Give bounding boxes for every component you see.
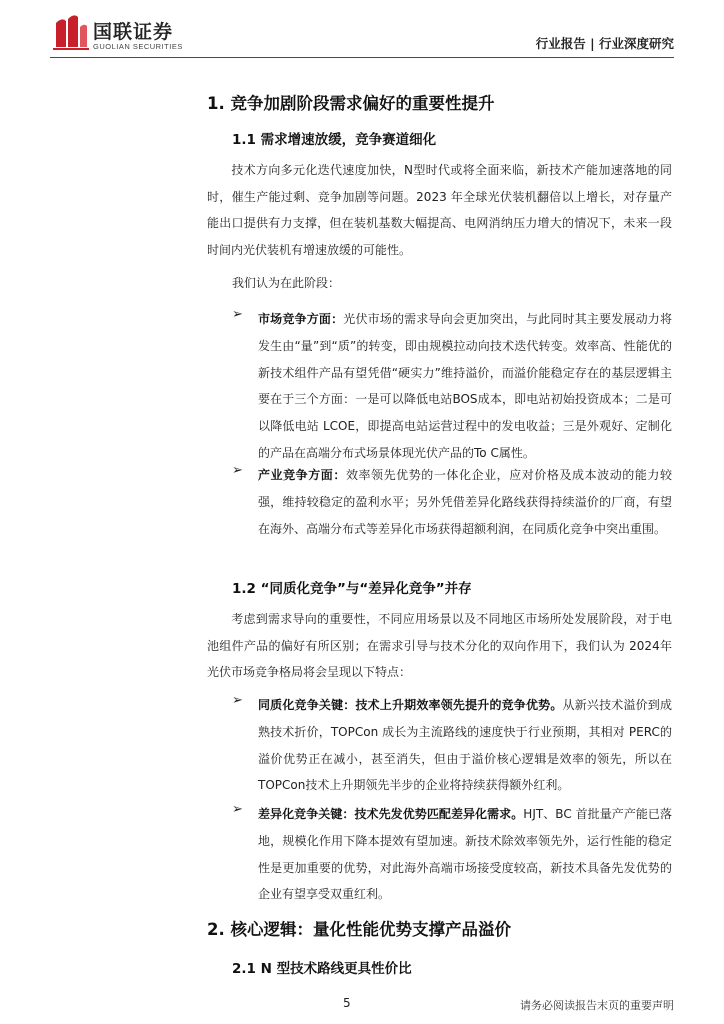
- footer-disclaimer: 请务必阅读报告末页的重要声明: [520, 999, 674, 1012]
- section-1-heading: 1. 竞争加剧阶段需求偏好的重要性提升: [207, 94, 495, 113]
- bullet-text: [258, 801, 672, 908]
- bullet-body: HJT、BC 首批量产产能已落地，规模化作用下降本提效有望加速。新技术除效率领先外，运行性能的稳定性是更加重要的优势，对此海外高端市场接受度较高，新技术具备先发优势的企业有望享受双重红利。: [258, 807, 672, 902]
- logo-mark-icon: [50, 13, 90, 53]
- section-2-heading: 2. 核心逻辑：量化性能优势支撑产品溢价: [207, 920, 511, 939]
- subsection-1-2-heading: 1.2 “同质化竞争”与“差异化竞争”并存: [232, 581, 472, 597]
- bullet-body: 从新兴技术溢价到成熟技术折价，TOPCon 成长为主流路线的速度快于行业预期，其相对 PERC的溢价优势正在减小，甚至消失，但由于溢价核心逻辑是效率的领先，所以在TOPCon技术上升期领先半步的企业将持续获得额外红利。: [258, 698, 672, 793]
- logo-english-name: GUOLIAN SECURITIES: [93, 42, 183, 51]
- paragraph-text: 技术方向多元化迭代速度加快，N型时代或将全面来临，新技术产能加速落地的同时，催生产能过剩、竞争加剧等问题。2023 年全球光伏装机翻倍以上增长，对存量产能出口提供有力支撑，但在装机基数大幅提高、电网消纳压力增大的情况下，未来一段时间内光伏装机有增速放缓的可能性。: [207, 163, 672, 257]
- subsection-2-1-heading: 2.1 N 型技术路线更具性价比: [232, 961, 412, 977]
- bullet-arrow-icon: ➢: [232, 802, 243, 817]
- bullet-text: [258, 692, 672, 799]
- bullet-arrow-icon: ➢: [232, 463, 243, 478]
- bullet-body: 效率领先优势的一体化企业，应对价格及成本波动的能力较强，维持较稳定的盈利水平；另外凭借差异化路线获得持续溢价的厂商，有望在海外、高端分布式等差异化市场获得超额利润，在同质化竞争中突出重围。: [258, 468, 672, 536]
- bullet-text: [258, 306, 672, 467]
- subsection-1-1-intro: 我们认为在此阶段：: [232, 276, 341, 290]
- subsection-1-1-heading: 1.1 需求增速放缓，竞争赛道细化: [232, 132, 437, 148]
- subsection-1-1-paragraph: [207, 157, 672, 263]
- bullet-body: 光伏市场的需求导向会更加突出，与此同时其主要发展动力将发生由“量”到“质”的转变，即由规模拉动向技术迭代转变。效率高、性能优的新技术组件产品有望凭借“硬实力”维持溢价，而溢价能稳定存在的基层逻辑主要在于三个方面：一是可以降低电站BOS成本，即电站初始投资成本；二是可以降低电站 LCOE，即提高电站运营过程中的发电收益；三是外观好、定制化的产品在高端分布式场景体现光伏产品的To C属性。: [258, 312, 672, 460]
- paragraph-text: 考虑到需求导向的重要性，不同应用场景以及不同地区市场所处发展阶段，对于电池组件产品的偏好有所区别；在需求引导与技术分化的双向作用下，我们认为 2024年光伏市场竞争格局将会呈现以下特点：: [207, 612, 672, 679]
- subsection-1-2-paragraph: [207, 606, 672, 686]
- bullet-bold-lead: 市场竞争方面：: [258, 312, 344, 326]
- company-logo: [50, 13, 200, 55]
- report-type-label: 行业报告 | 行业深度研究: [535, 36, 674, 51]
- bullet-bold-lead: 同质化竞争关键：技术上升期效率领先提升的竞争优势。: [258, 698, 563, 712]
- bullet-arrow-icon: ➢: [232, 693, 243, 708]
- header-divider: [50, 57, 674, 58]
- logo-chinese-name: 国联证券: [93, 21, 174, 43]
- bullet-text: [258, 462, 672, 542]
- bullet-arrow-icon: ➢: [232, 307, 243, 322]
- bullet-bold-lead: 差异化竞争关键：技术先发优势匹配差异化需求。: [258, 807, 524, 821]
- bullet-bold-lead: 产业竞争方面：: [258, 468, 346, 482]
- page-number: 5: [343, 996, 351, 1010]
